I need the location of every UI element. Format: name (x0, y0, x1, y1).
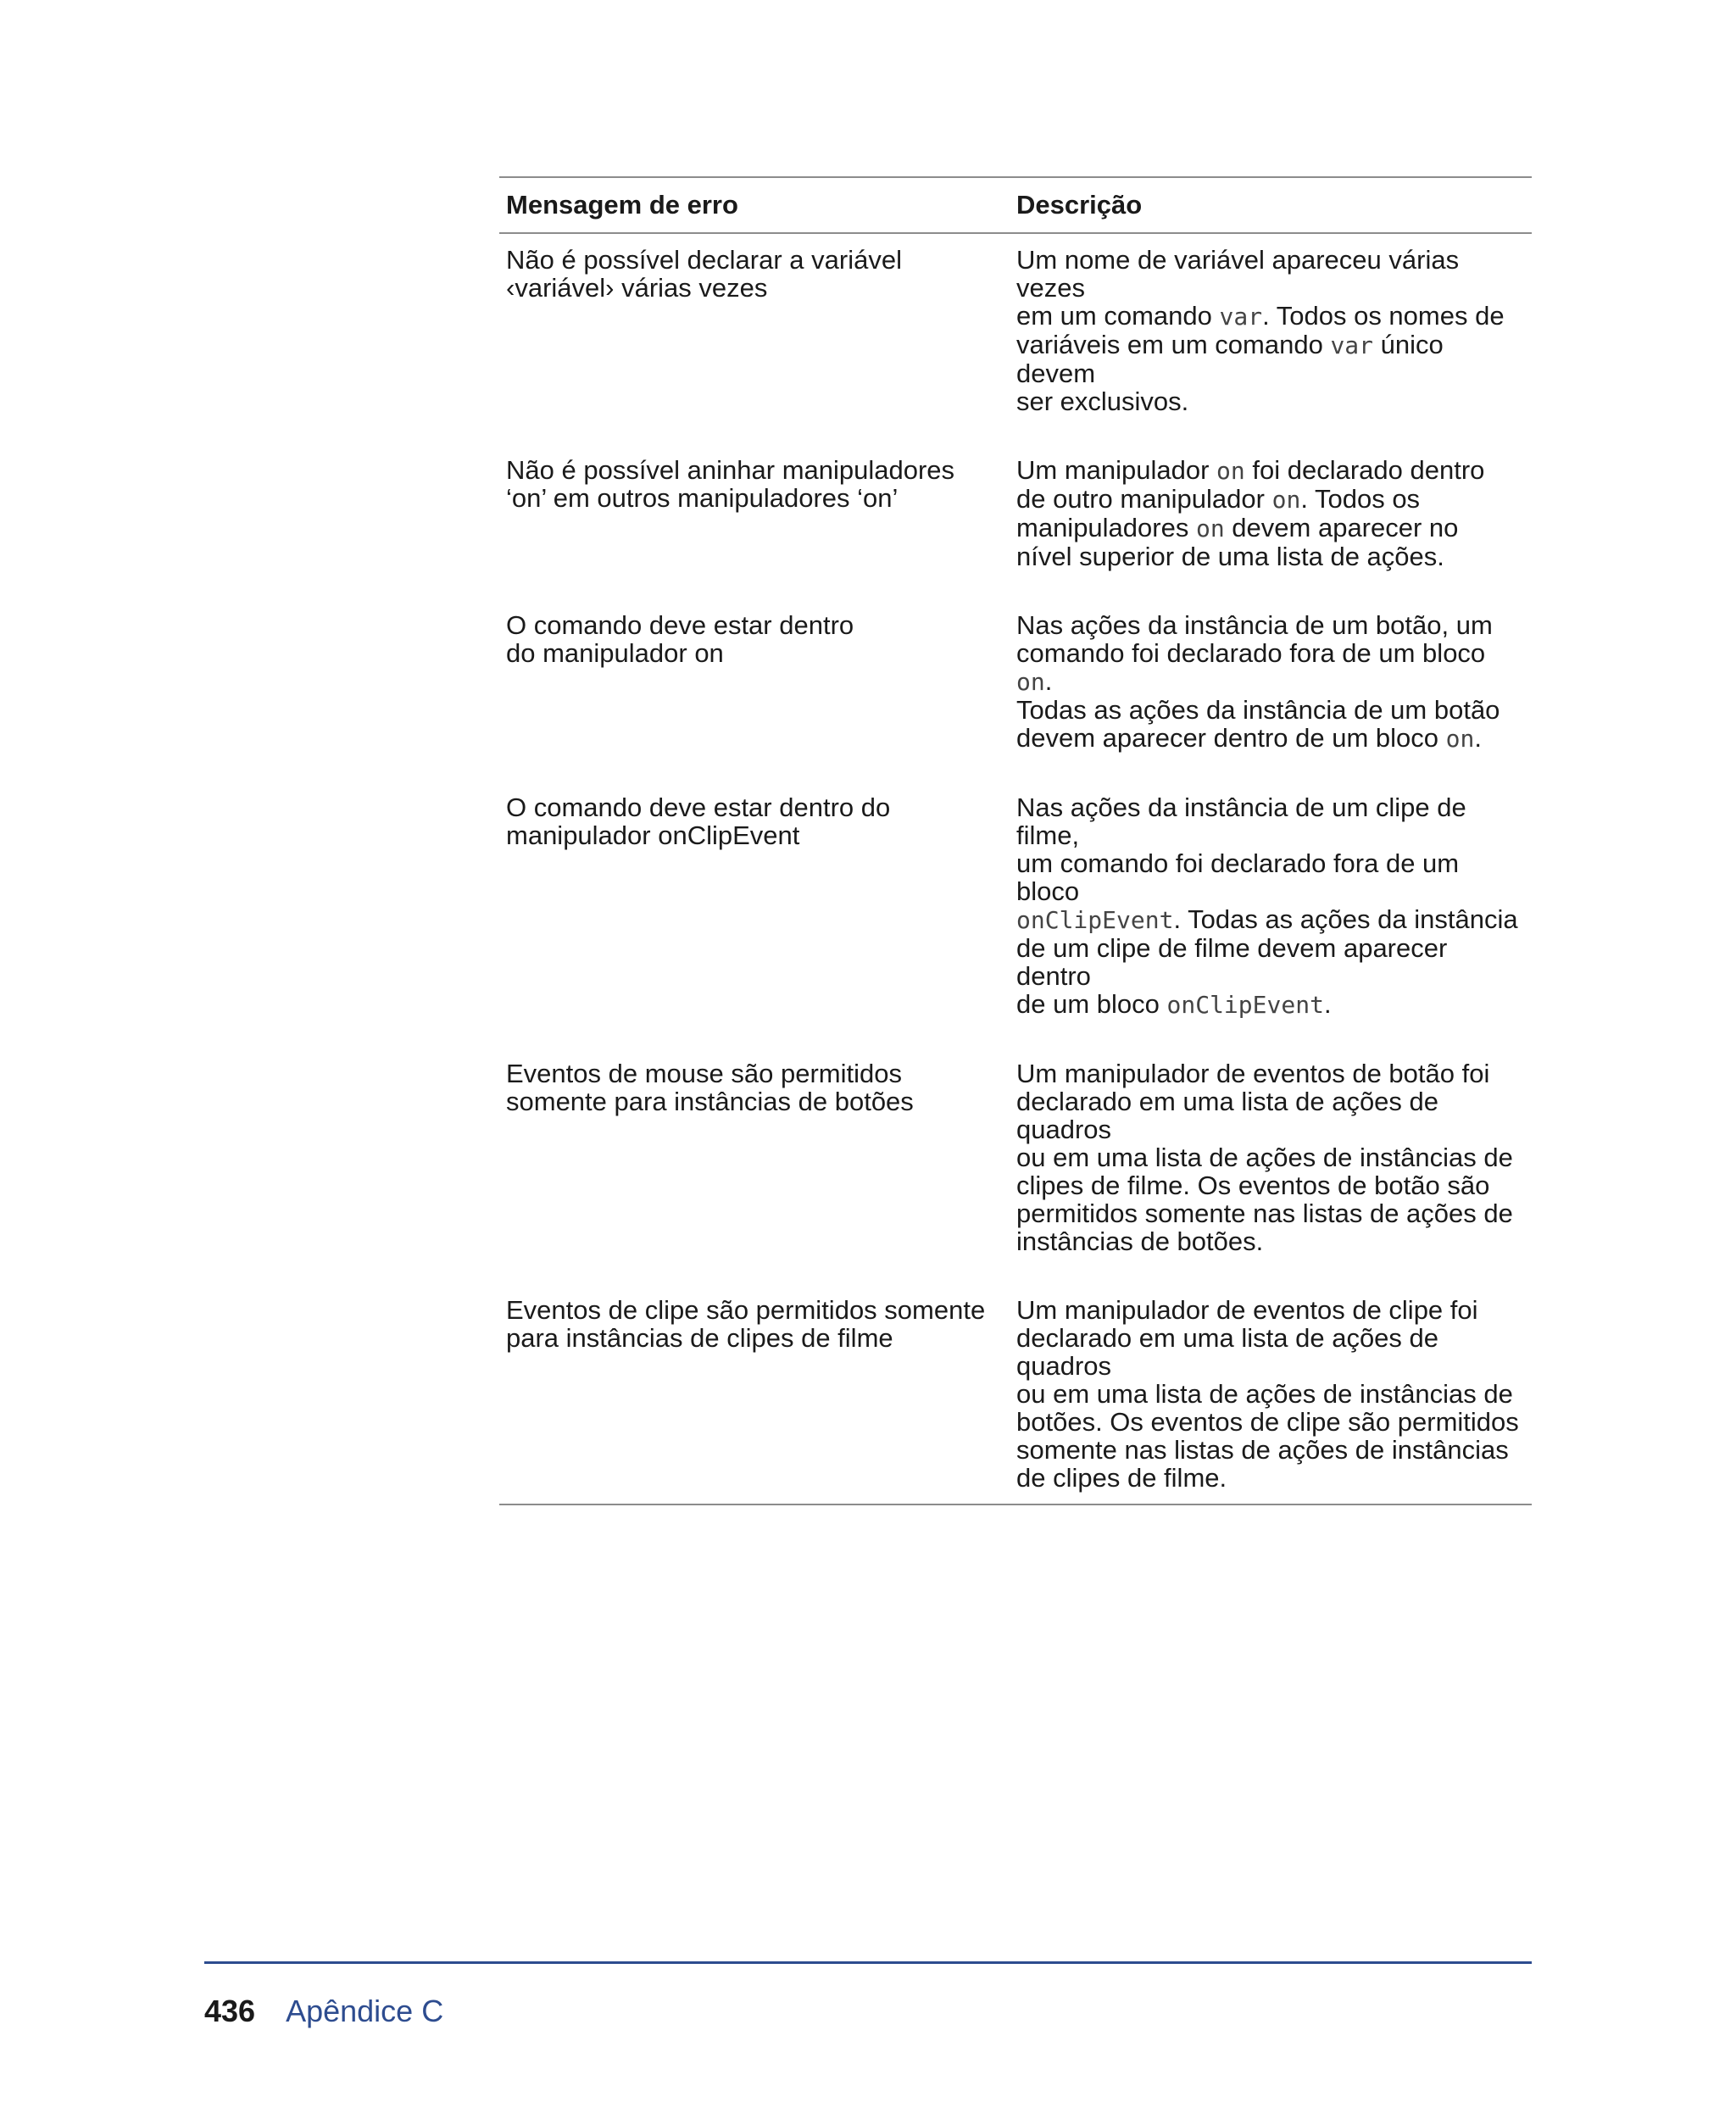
error-description-cell (1010, 1284, 1532, 1504)
error-message-table-wrapper (499, 176, 1532, 1505)
column-header-description: Descrição (1010, 177, 1532, 233)
description-text: variáveis em um comando (1016, 330, 1331, 359)
description-text: . Todos os (1300, 484, 1421, 514)
description-text: clipes de filme. Os eventos de botão são (1016, 1171, 1490, 1200)
description-text: . (1044, 666, 1053, 696)
description-line (1016, 1296, 1525, 1324)
description-text: permitidos somente nas listas de ações de (1016, 1199, 1513, 1228)
description-line (1016, 1087, 1525, 1143)
description-line (1016, 387, 1525, 415)
description-text: um comando foi declarado fora de um bloco (1016, 848, 1460, 906)
description-line (1016, 990, 1525, 1019)
error-message-line: O comando deve estar dentro (506, 610, 854, 640)
error-message-line: para instâncias de clipes de filme (506, 1323, 893, 1353)
description-line (1016, 514, 1525, 542)
error-message-table (499, 176, 1532, 1505)
description-line (1016, 639, 1525, 696)
description-line (1016, 1143, 1525, 1171)
description-text: devem aparecer no (1224, 513, 1459, 542)
code-keyword: on (1016, 668, 1045, 696)
description-text: em um comando (1016, 301, 1220, 331)
description-text: comando foi declarado fora de um bloco (1016, 638, 1486, 668)
error-description-cell (1010, 233, 1532, 444)
footer-rule (204, 1961, 1532, 1964)
table-row (499, 1048, 1532, 1284)
error-message-line: ‹variável› várias vezes (506, 273, 768, 303)
description-text: . Todos os nomes de (1262, 301, 1505, 331)
description-line (1016, 246, 1525, 302)
description-text: declarado em uma lista de ações de quadros (1016, 1323, 1439, 1381)
description-text: somente nas listas de ações de instâncias (1016, 1435, 1509, 1465)
table-row (499, 233, 1532, 444)
description-line (1016, 849, 1525, 905)
description-text: foi declarado dentro (1244, 455, 1485, 485)
error-description-cell (1010, 599, 1532, 781)
description-text: de outro manipulador (1016, 484, 1272, 514)
description-text: . (1474, 723, 1482, 753)
description-line (1016, 1408, 1525, 1436)
page-footer (204, 1994, 443, 2031)
description-line (1016, 1436, 1525, 1464)
description-text: botões. Os eventos de clipe são permitidos (1016, 1407, 1519, 1437)
description-line (1016, 793, 1525, 849)
code-keyword: on (1195, 514, 1225, 542)
description-text: . (1323, 989, 1332, 1019)
error-message-cell (499, 444, 1010, 599)
table-row (499, 1284, 1532, 1504)
description-line (1016, 1171, 1525, 1199)
description-text: Um manipulador de eventos de botão foi (1016, 1059, 1490, 1088)
error-message-cell (499, 599, 1010, 781)
description-line (1016, 302, 1525, 331)
error-message-line: do manipulador on (506, 638, 724, 668)
chapter-label: Apêndice C (286, 1994, 444, 2028)
column-header-message: Mensagem de erro (499, 177, 1010, 233)
table-row (499, 781, 1532, 1048)
page-number: 436 (204, 1994, 256, 2028)
description-text: Um manipulador de eventos de clipe foi (1016, 1295, 1478, 1325)
error-message-line: Eventos de mouse são permitidos (506, 1059, 902, 1088)
description-text: de clipes de filme. (1016, 1463, 1227, 1493)
description-line (1016, 724, 1525, 753)
error-message-cell (499, 781, 1010, 1048)
description-line (1016, 1060, 1525, 1087)
description-text: Um manipulador (1016, 455, 1217, 485)
code-keyword: on (1271, 486, 1301, 514)
description-text: nível superior de uma lista de ações. (1016, 542, 1444, 571)
code-keyword: onClipEvent (1016, 906, 1174, 934)
error-message-line: Não é possível declarar a variável (506, 245, 902, 275)
error-message-line: O comando deve estar dentro do (506, 793, 891, 822)
description-text: Nas ações da instância de um clipe de filme, (1016, 793, 1466, 850)
description-text: Um nome de variável apareceu várias vezes (1016, 245, 1460, 303)
error-message-cell (499, 1284, 1010, 1504)
description-text: ser exclusivos. (1016, 387, 1189, 416)
code-keyword: on (1445, 725, 1475, 753)
description-text: ou em uma lista de ações de instâncias de (1016, 1379, 1513, 1409)
error-message-line: manipulador onClipEvent (506, 820, 800, 850)
error-description-cell (1010, 444, 1532, 599)
description-line (1016, 485, 1525, 514)
code-keyword: var (1330, 331, 1374, 359)
error-message-line: Eventos de clipe são permitidos somente (506, 1295, 986, 1325)
table-row (499, 599, 1532, 781)
description-line (1016, 1199, 1525, 1227)
description-line (1016, 696, 1525, 724)
table-row (499, 444, 1532, 599)
error-message-cell (499, 1048, 1010, 1284)
error-message-cell (499, 233, 1010, 444)
error-description-cell (1010, 781, 1532, 1048)
description-text: de um clipe de filme devem aparecer dentro (1016, 933, 1448, 991)
error-message-line: ‘on’ em outros manipuladores ‘on’ (506, 483, 899, 513)
error-description-cell (1010, 1048, 1532, 1284)
table-body (499, 233, 1532, 1504)
code-keyword: var (1219, 303, 1263, 331)
description-text: devem aparecer dentro de um bloco (1016, 723, 1446, 753)
description-text: . Todas as ações da instância (1173, 904, 1518, 934)
error-message-line: somente para instâncias de botões (506, 1087, 914, 1116)
description-text: ou em uma lista de ações de instâncias de (1016, 1143, 1513, 1172)
description-text: único devem (1016, 330, 1444, 388)
description-line (1016, 905, 1525, 934)
description-line (1016, 331, 1525, 387)
description-line (1016, 1227, 1525, 1255)
description-text: de um bloco (1016, 989, 1167, 1019)
description-line (1016, 1324, 1525, 1380)
description-text: Nas ações da instância de um botão, um (1016, 610, 1493, 640)
error-message-line: Não é possível aninhar manipuladores (506, 455, 955, 485)
description-line (1016, 1380, 1525, 1408)
description-text: instâncias de botões. (1016, 1226, 1264, 1256)
table-header-row (499, 177, 1532, 233)
code-keyword: on (1216, 457, 1245, 485)
description-line (1016, 542, 1525, 570)
description-text: declarado em uma lista de ações de quadros (1016, 1087, 1439, 1144)
description-text: Todas as ações da instância de um botão (1016, 695, 1500, 725)
code-keyword: onClipEvent (1166, 991, 1324, 1019)
description-line (1016, 611, 1525, 639)
description-text: manipuladores (1016, 513, 1196, 542)
description-line (1016, 1464, 1525, 1492)
description-line (1016, 456, 1525, 485)
description-line (1016, 934, 1525, 990)
